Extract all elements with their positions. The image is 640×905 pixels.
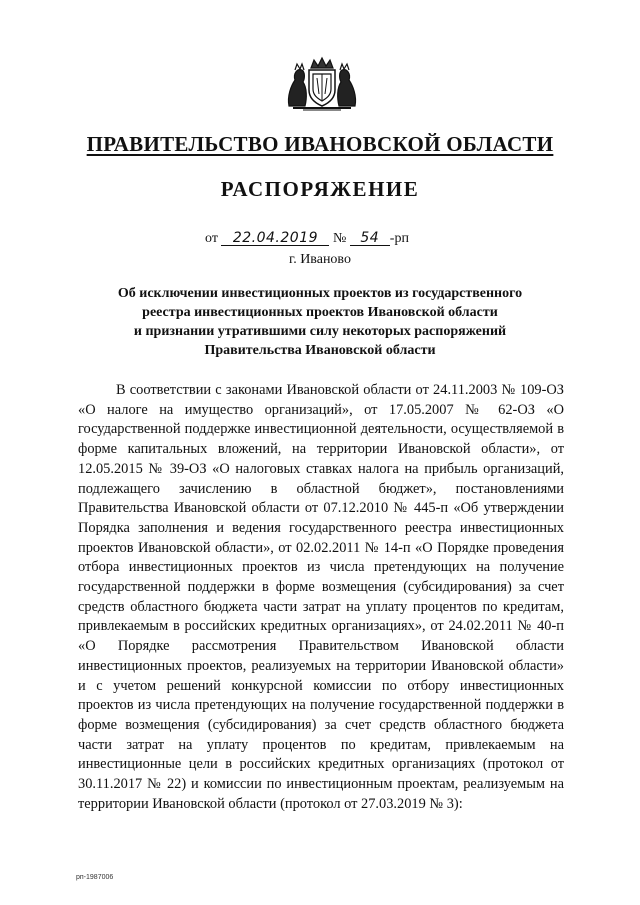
handwritten-date: 22.04.2019 — [221, 231, 329, 246]
number-sign: № — [332, 231, 347, 246]
date-number-line — [205, 231, 409, 247]
coat-of-arms-emblem — [283, 56, 361, 112]
document-body — [78, 381, 564, 814]
subject-line: Правительства Ивановской области — [204, 343, 436, 358]
city-name: г. Иваново — [289, 252, 351, 267]
body-paragraph: В соответствии с законами Ивановской области от 24.11.2003 № 109-ОЗ «О налоге на имущество организаций», от 17.05.2007 № 62-ОЗ «О государственной поддержке инвестиционной деятельности, осуществляемой в форме капитальных вложений, на территории Ивановской области», от 12.05.2015 № 39-ОЗ «О налоговых ставках налога на прибыль организаций, подлежащего зачислению в областной бюджет», постановлениями Правительства Ивановской области от 07.12.2010 № 445-п «Об утверждении Порядка заполнения и ведения государственного реестра инвестиционных проектов Ивановской области», от 02.02.2011 № 14-п «О Порядке проведения отбора инвестиционных проектов из числа претендующих на получение государственной поддержки в форме возмещения (субсидирования) за счет средств областного бюджета части затрат на уплату процентов по кредитам, привлекаемым в российских кредитных организациях», от 24.02.2011 № 40-п «О Порядке рассмотрения Правительством Ивановской области инвестиционных проектов, реализуемых на территории Ивановской области» и с учетом решений конкурсной комиссии по отбору инвестиционных проектов из числа претендующих на получение государственной поддержки в форме возмещения (субсидирования) за счет средств областного бюджета части затрат на уплату процентов по кредитам, привлекаемым на инвестиционные цели в российских кредитных организациях (протокол от 30.11.2017 № 22) и комиссии по инвестиционным проектам, реализуемым на территории Ивановской области (протокол от 27.03.2019 № 3): — [78, 382, 564, 812]
handwritten-number: 54 — [350, 231, 390, 246]
subject-line: Об исключении инвестиционных проектов из государственного — [117, 286, 523, 301]
document-registry-code: рп-1987006 — [76, 874, 114, 881]
document-subject-heading — [70, 284, 570, 360]
number-suffix: -рп — [389, 231, 409, 246]
subject-line: и признании утратившими силу некоторых распоряжений — [133, 324, 507, 339]
government-title: ПРАВИТЕЛЬСТВО ИВАНОВСКОЙ ОБЛАСТИ — [86, 132, 554, 156]
document-type-title: РАСПОРЯЖЕНИЕ — [220, 177, 420, 201]
date-prefix: от — [205, 231, 218, 246]
subject-line: реестра инвестиционных проектов Ивановской области — [142, 305, 498, 320]
